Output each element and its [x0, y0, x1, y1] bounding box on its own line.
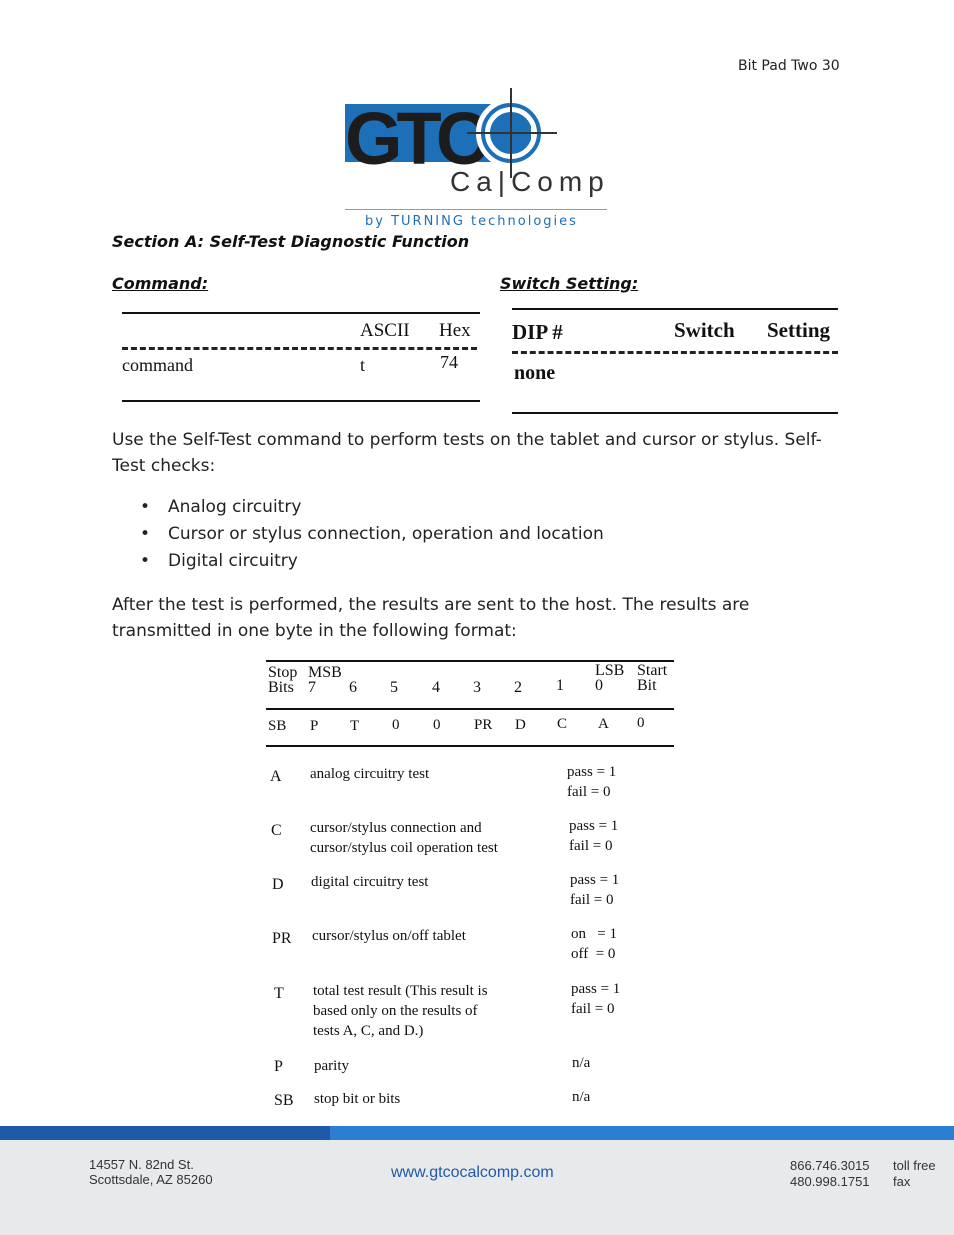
switch-table-top-rule [512, 308, 838, 310]
command-table-top-rule [122, 312, 480, 314]
legend-key: D [272, 876, 284, 893]
switch-table-dash-rule [512, 351, 838, 354]
legend-desc: cursor/stylus on/off tablet [312, 928, 466, 944]
command-table-bottom-rule [122, 400, 480, 402]
list-item [140, 497, 740, 524]
switch-col-setting: Setting [767, 318, 830, 342]
format-head-bottom: 0 [595, 677, 603, 694]
legend-desc: cursor/stylus coil operation test [310, 840, 498, 856]
command-col-ascii: ASCII [360, 320, 410, 341]
command-row-hex: 74 [440, 352, 458, 372]
legend-value: fail = 0 [571, 1001, 615, 1017]
page-footer [0, 1140, 954, 1235]
legend-desc: cursor/stylus connection and [310, 820, 482, 836]
bullet-dot: • [140, 524, 151, 544]
legend-value: on = 1 [571, 926, 617, 942]
legend-desc: digital circuitry test [311, 874, 429, 890]
switch-setting-table [512, 306, 838, 416]
legend-key: C [271, 822, 282, 839]
command-label: Command: [112, 274, 209, 293]
footer-address-line1: 14557 N. 82nd St. [89, 1157, 194, 1172]
format-head-top: Stop [268, 664, 298, 681]
format-head-bottom: Bit [637, 677, 657, 694]
format-head-bottom: 5 [390, 679, 398, 696]
page-header-label: Bit Pad Two 30 [738, 58, 840, 74]
list-item [140, 551, 740, 578]
logo-crosshair-icon [467, 88, 557, 178]
switch-col-dip: DIP # [512, 320, 563, 344]
switch-setting-label: Switch Setting: [500, 274, 639, 293]
switch-row-value: none [514, 362, 556, 384]
checks-list [140, 497, 740, 578]
logo-calcomp-text: Ca|Comp [450, 166, 610, 197]
logo-divider [345, 209, 607, 210]
command-table-dash-rule [122, 347, 477, 350]
format-bit: P [310, 718, 319, 734]
format-bottom-rule [266, 745, 674, 747]
format-bit: PR [474, 717, 493, 733]
switch-col-switch: Switch [674, 318, 735, 342]
command-col-hex: Hex [439, 320, 471, 341]
format-head-bottom: 1 [556, 677, 564, 694]
logo-by-line: by TURNING technologies [365, 214, 578, 229]
switch-table-bottom-rule [512, 412, 838, 414]
bit-legend [268, 762, 688, 1117]
legend-value: fail = 0 [569, 838, 613, 854]
legend-desc: parity [314, 1058, 349, 1074]
legend-value: n/a [572, 1055, 591, 1071]
legend-value: n/a [572, 1089, 591, 1105]
command-row-ascii: t [360, 355, 366, 375]
footer-phone-tollfree-label: toll free [893, 1158, 936, 1173]
legend-key: T [274, 985, 284, 1002]
command-table [122, 312, 480, 404]
list-item-text: Digital circuitry [168, 551, 298, 571]
list-item-text: Cursor or stylus connection, operation and location [168, 524, 604, 544]
footer-phone-fax: 480.998.1751 [790, 1174, 870, 1189]
legend-desc: stop bit or bits [314, 1091, 401, 1107]
footer-phone-fax-label: fax [893, 1174, 911, 1189]
format-bit: C [557, 716, 568, 732]
legend-value: fail = 0 [570, 892, 614, 908]
byte-format-table [266, 658, 676, 748]
format-mid-rule [266, 708, 674, 710]
legend-desc: based only on the results of [313, 1003, 478, 1019]
format-head-bottom: 3 [473, 679, 481, 696]
footer-stripe-light [330, 1126, 954, 1140]
legend-desc: tests A, C, and D.) [313, 1023, 424, 1039]
legend-value: fail = 0 [567, 784, 611, 800]
legend-desc: total test result (This result is [313, 983, 488, 999]
legend-value: pass = 1 [570, 872, 620, 888]
format-bit: D [515, 717, 526, 733]
list-item-text: Analog circuitry [168, 497, 302, 517]
after-paragraph: After the test is performed, the results are sent to the host. The results are transmitted in one byte in the following format: [112, 595, 750, 641]
format-head-bottom: 6 [349, 679, 357, 696]
footer-website-link[interactable]: www.gtcocalcomp.com [391, 1164, 554, 1181]
section-title: Section A: Self-Test Diagnostic Function [112, 232, 470, 251]
format-head-bottom: Bits [268, 679, 294, 696]
intro-paragraph: Use the Self-Test command to perform tests on the tablet and cursor or stylus. Self-Test checks: [112, 430, 822, 476]
legend-key: SB [274, 1092, 294, 1109]
format-head-top: Start [637, 662, 668, 679]
format-bit: T [350, 718, 360, 734]
bullet-dot: • [140, 551, 151, 571]
legend-desc: analog circuitry test [310, 766, 430, 782]
format-bit: 0 [433, 717, 441, 733]
format-head-bottom: 7 [308, 679, 316, 696]
list-item [140, 524, 740, 551]
footer-phone-tollfree: 866.746.3015 [790, 1158, 870, 1173]
footer-address-line2: Scottsdale, AZ 85260 [89, 1172, 213, 1187]
legend-value: pass = 1 [567, 764, 617, 780]
format-bit: 0 [392, 717, 400, 733]
footer-stripe-dark [0, 1126, 330, 1140]
legend-key: A [270, 768, 282, 785]
legend-key: P [274, 1058, 283, 1075]
legend-value: off = 0 [571, 946, 616, 962]
format-bit: 0 [637, 715, 645, 731]
legend-value: pass = 1 [569, 818, 619, 834]
format-bit: SB [268, 718, 287, 734]
format-head-top: LSB [595, 662, 625, 679]
bullet-dot: • [140, 497, 151, 517]
logo-gtc-text: GTC [345, 97, 484, 180]
format-head-top: MSB [308, 664, 342, 681]
command-row-label: command [122, 355, 193, 375]
gtco-calcomp-logo [345, 78, 615, 230]
format-head-bottom: 2 [514, 679, 522, 696]
legend-value: pass = 1 [571, 981, 621, 997]
legend-key: PR [272, 930, 292, 947]
format-head-bottom: 4 [432, 679, 440, 696]
format-bit: A [598, 716, 609, 732]
